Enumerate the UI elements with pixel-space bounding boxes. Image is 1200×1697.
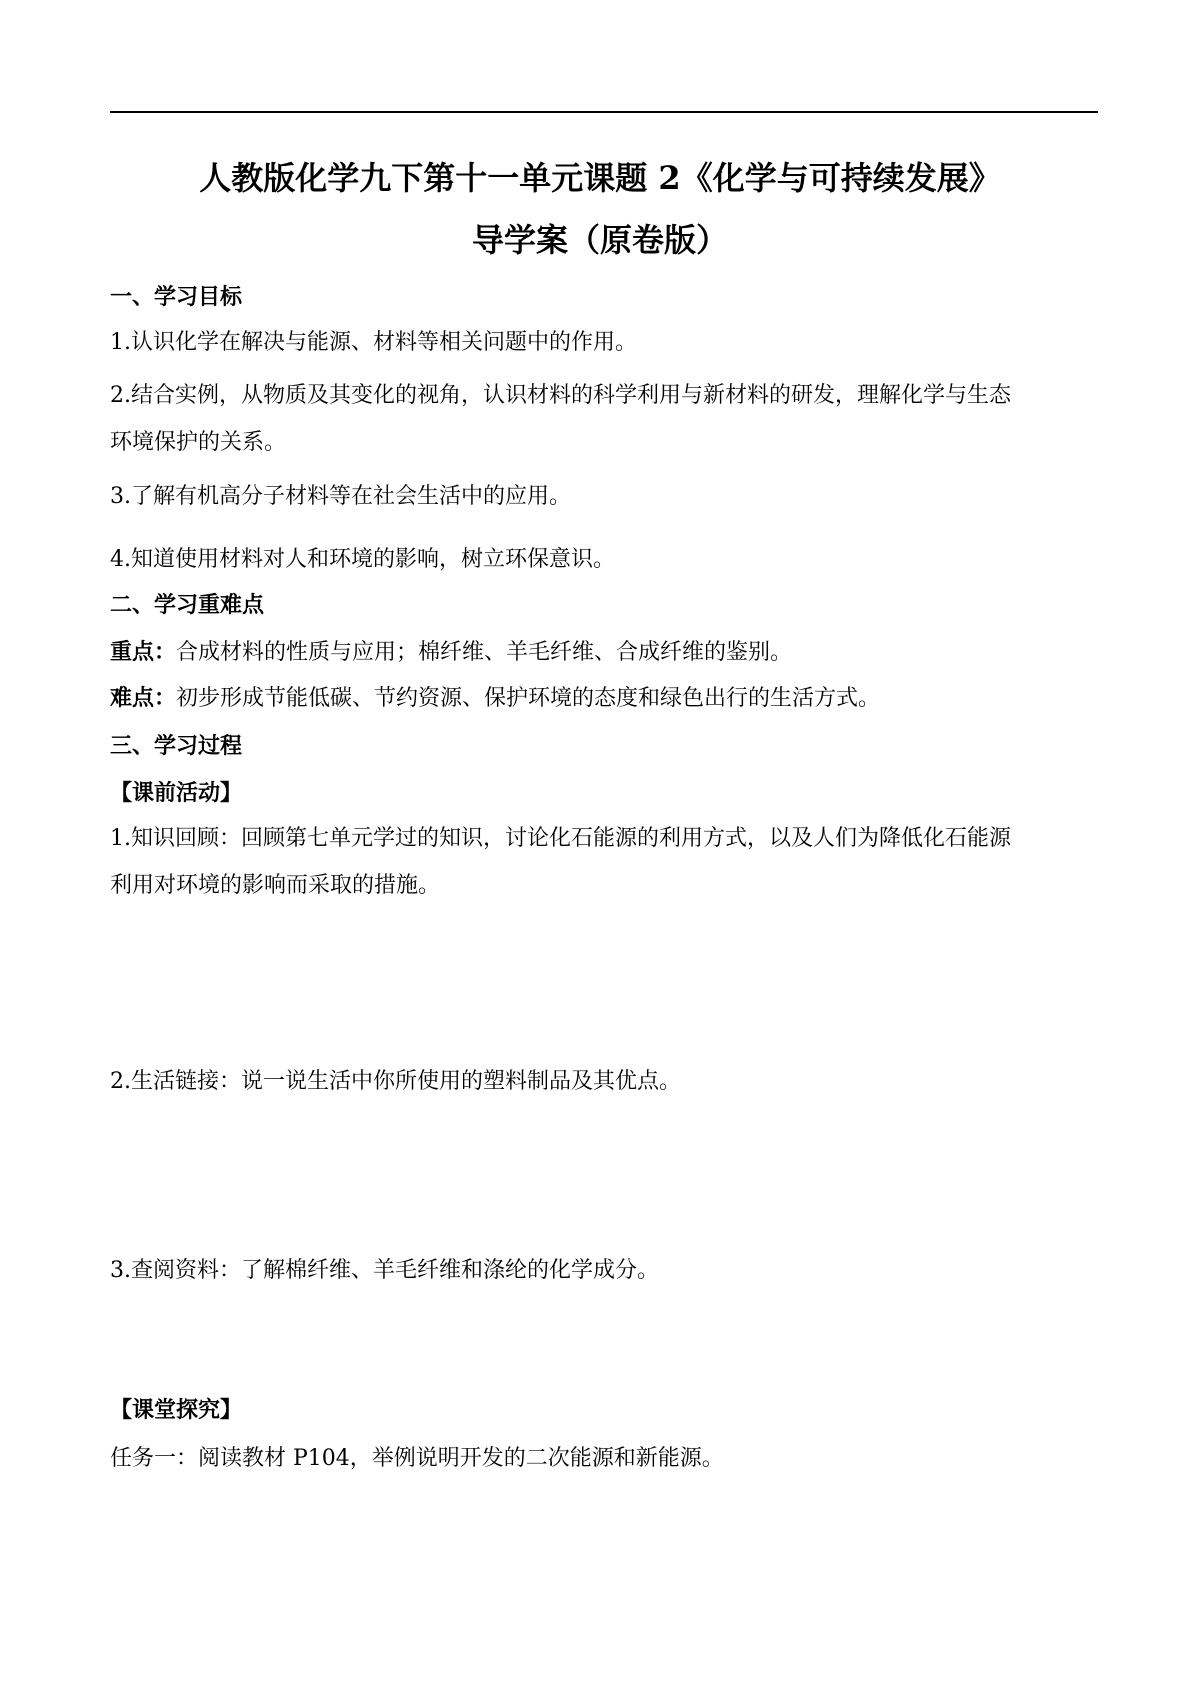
subsection-heading-pre-class: 【课前活动】 (110, 780, 243, 806)
section-heading-key-points: 二、学习重难点 (110, 592, 265, 618)
objective-item-1: 1.认识化学在解决与能源、材料等相关问题中的作用。 (110, 330, 637, 355)
pre-class-item-2: 2.生活链接：说一说生活中你所使用的塑料制品及其优点。 (110, 1069, 681, 1094)
task-1: 任务一：阅读教材 P104，举例说明开发的二次能源和新能源。 (110, 1446, 724, 1471)
objective-item-2-continued: 环境保护的关系。 (110, 430, 287, 455)
key-point-text: 合成材料的性质与应用；棉纤维、羊毛纤维、合成纤维的鉴别。 (176, 640, 793, 665)
subsection-heading-in-class: 【课堂探究】 (110, 1397, 243, 1423)
pre-class-item-3: 3.查阅资料：了解棉纤维、羊毛纤维和涤纶的化学成分。 (110, 1258, 659, 1283)
difficult-point-label: 难点： (110, 685, 177, 711)
objective-item-3: 3.了解有机高分子材料等在社会生活中的应用。 (110, 484, 571, 509)
section-heading-objectives: 一、学习目标 (110, 284, 243, 310)
key-point-label: 重点： (110, 639, 177, 665)
objective-item-4: 4.知道使用材料对人和环境的影响，树立环保意识。 (110, 547, 615, 572)
difficult-point-text: 初步形成节能低碳、节约资源、保护环境的态度和绿色出行的生活方式。 (176, 686, 881, 711)
pre-class-item-1-continued: 利用对环境的影响而采取的措施。 (110, 873, 441, 898)
key-point-line (110, 637, 1100, 668)
section-heading-process: 三、学习过程 (110, 733, 243, 759)
document-subtitle: 导学案（原卷版） (471, 221, 728, 259)
header-rule (110, 111, 1098, 113)
pre-class-item-1: 1.知识回顾：回顾第七单元学过的知识，讨论化石能源的利用方式，以及人们为降低化石能源 (110, 826, 1011, 851)
document-title: 人教版化学九下第十一单元课题 2《化学与可持续发展》 (199, 159, 1001, 197)
difficult-point-line (110, 683, 1100, 714)
objective-item-2: 2.结合实例，从物质及其变化的视角，认识材料的科学利用与新材料的研发，理解化学与生态 (110, 383, 1011, 408)
